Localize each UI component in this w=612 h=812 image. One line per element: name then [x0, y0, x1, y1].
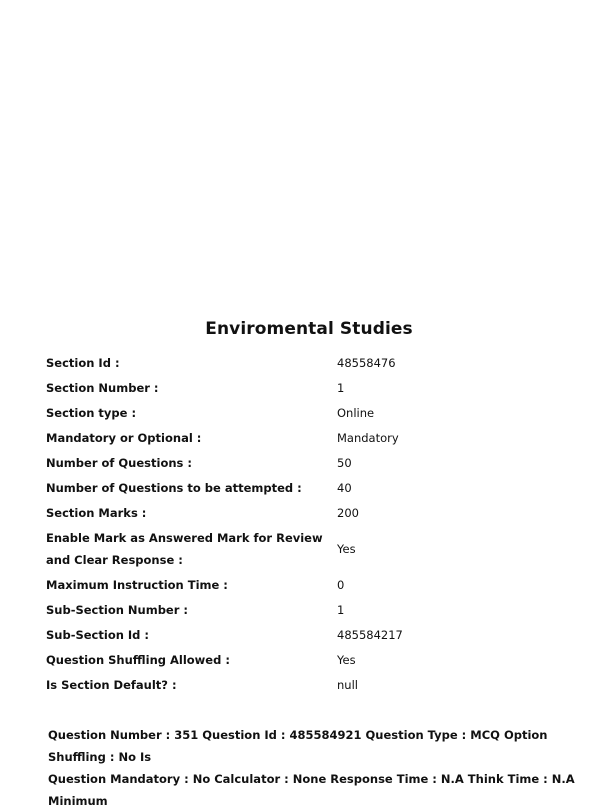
row-value: 1 — [337, 602, 345, 617]
row-value: Online — [337, 405, 375, 420]
row-label: Mandatory or Optional : — [46, 430, 202, 445]
row-label: Question Shuffling Allowed : — [46, 652, 230, 667]
row-label: Enable Mark as Answered Mark for Review and Clear Response : — [46, 530, 323, 567]
row-value: 1 — [337, 380, 345, 395]
row-label: Number of Questions : — [46, 455, 192, 470]
question-metadata-line-2: Question Mandatory : No Calculator : None Response Time : N.A Think Time : N.A Minimum — [48, 772, 575, 808]
row-value: 0 — [337, 577, 345, 592]
row-max-instruction-time — [46, 572, 586, 597]
row-label: Section Marks : — [46, 505, 147, 520]
row-value: Yes — [337, 541, 356, 556]
row-section-marks — [46, 500, 586, 525]
row-section-id — [46, 350, 586, 375]
row-value: Mandatory — [337, 430, 399, 445]
row-section-type — [46, 400, 586, 425]
row-section-number — [46, 375, 586, 400]
row-label: Section type : — [46, 405, 137, 420]
section-details-table — [46, 350, 586, 697]
row-label: Is Section Default? : — [46, 677, 177, 692]
row-value: Yes — [337, 652, 356, 667]
row-sub-section-id — [46, 622, 586, 647]
row-value: 485584217 — [337, 627, 403, 642]
row-label: Section Id : — [46, 355, 120, 370]
row-sub-section-number — [46, 597, 586, 622]
row-value: null — [337, 677, 358, 692]
row-label: Maximum Instruction Time : — [46, 577, 228, 592]
row-label: Number of Questions to be attempted : — [46, 480, 302, 495]
row-label: Sub-Section Number : — [46, 602, 189, 617]
row-question-shuffling — [46, 647, 586, 672]
row-number-of-questions — [46, 450, 586, 475]
row-label: Section Number : — [46, 380, 159, 395]
row-mandatory-or-optional — [46, 425, 586, 450]
row-section-default — [46, 672, 586, 697]
row-questions-to-attempt — [46, 475, 586, 500]
row-value: 48558476 — [337, 355, 396, 370]
row-enable-mark-review — [46, 525, 586, 572]
question-metadata — [48, 724, 588, 812]
row-value: 40 — [337, 480, 352, 495]
row-value: 200 — [337, 505, 359, 520]
row-label: Sub-Section Id : — [46, 627, 150, 642]
question-metadata-line-1: Question Number : 351 Question Id : 485584921 Question Type : MCQ Option Shuffling : No Is — [48, 728, 548, 764]
row-value: 50 — [337, 455, 352, 470]
section-title: Enviromental Studies — [205, 319, 413, 339]
